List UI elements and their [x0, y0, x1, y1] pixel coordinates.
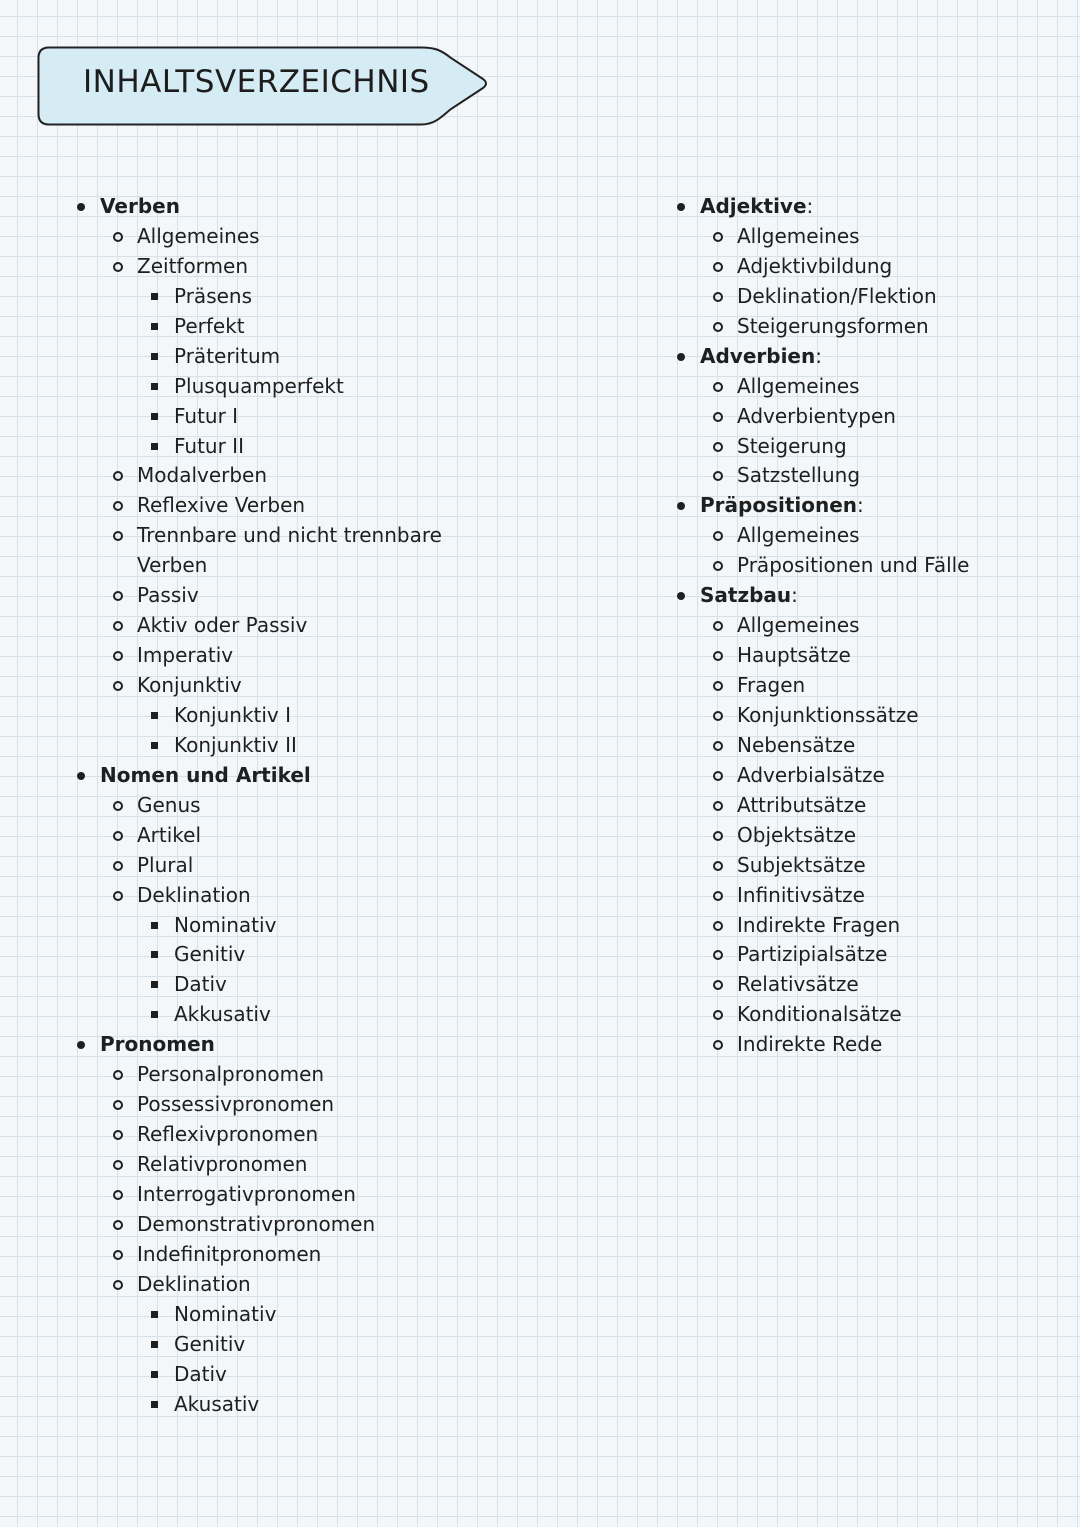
bullet-circle-icon	[713, 292, 723, 302]
toc-item	[76, 641, 516, 671]
toc-subitem	[76, 402, 516, 432]
item-label: Reflexivpronomen	[137, 1122, 319, 1147]
toc-subitem	[76, 1390, 516, 1420]
toc-item	[676, 791, 1056, 821]
section-heading: Präpositionen	[700, 493, 858, 518]
item-label: Hauptsätze	[737, 643, 851, 668]
bullet-circle-icon	[713, 561, 723, 571]
bullet-circle-icon	[713, 382, 723, 392]
toc-item	[676, 611, 1056, 641]
toc-item	[676, 282, 1056, 312]
bullet-square-icon	[151, 413, 158, 420]
toc-item	[676, 851, 1056, 881]
item-label: Allgemeines	[737, 373, 860, 398]
bullet-circle-icon	[113, 471, 123, 481]
bullet-circle-icon	[113, 891, 123, 901]
toc-item	[676, 671, 1056, 701]
item-label: Deklination	[137, 1271, 251, 1296]
toc-item	[76, 1120, 516, 1150]
bullet-circle-icon	[713, 1010, 723, 1020]
bullet-square-icon	[151, 981, 158, 988]
bullet-circle-icon	[713, 232, 723, 242]
subitem-label: Perfekt	[174, 313, 245, 338]
bullet-disc-icon	[677, 203, 685, 211]
bullet-circle-icon	[113, 1280, 123, 1290]
toc-item	[76, 581, 516, 611]
item-label: Präpositionen und Fälle	[737, 553, 970, 578]
item-label: Plural	[137, 852, 194, 877]
bullet-square-icon	[151, 293, 158, 300]
subitem-label: Präsens	[174, 283, 253, 308]
toc-item	[76, 791, 516, 821]
toc-item	[76, 671, 516, 701]
toc-item	[676, 461, 1056, 491]
bullet-circle-icon	[713, 980, 723, 990]
bullet-square-icon	[151, 1011, 158, 1018]
toc-subitem	[76, 1300, 516, 1330]
toc-item	[676, 312, 1056, 342]
toc-item	[676, 701, 1056, 731]
subitem-label: Präteritum	[174, 343, 281, 368]
item-label: Adverbientypen	[737, 403, 896, 428]
item-label: Aktiv oder Passiv	[137, 613, 308, 638]
bullet-circle-icon	[113, 501, 123, 511]
toc-subitem	[76, 731, 516, 761]
toc-item	[676, 881, 1056, 911]
bullet-disc-icon	[77, 1041, 85, 1049]
item-label: Demonstrativpronomen	[137, 1211, 376, 1236]
subitem-label: Nominativ	[174, 912, 277, 937]
heading-colon: :	[791, 583, 798, 608]
toc-subitem	[76, 1360, 516, 1390]
bullet-circle-icon	[113, 861, 123, 871]
toc-item	[676, 222, 1056, 252]
item-label: Modalverben	[137, 463, 268, 488]
toc-subitem	[76, 282, 516, 312]
toc-item	[76, 521, 516, 581]
bullet-circle-icon	[113, 1130, 123, 1140]
item-label: Konjunktionssätze	[737, 702, 919, 727]
bullet-disc-icon	[77, 772, 85, 780]
toc-item	[76, 222, 516, 252]
toc-item	[76, 1150, 516, 1180]
bullet-circle-icon	[113, 1220, 123, 1230]
bullet-circle-icon	[113, 681, 123, 691]
bullet-square-icon	[151, 1311, 158, 1318]
item-label: Reflexive Verben	[137, 493, 306, 518]
bullet-circle-icon	[113, 531, 123, 541]
toc-item	[676, 821, 1056, 851]
toc-subitem	[76, 1000, 516, 1030]
item-label: Satzstellung	[737, 463, 861, 488]
item-label: Allgemeines	[737, 523, 860, 548]
title-banner	[37, 46, 491, 126]
bullet-circle-icon	[713, 471, 723, 481]
section-heading: Pronomen	[100, 1032, 215, 1057]
toc-subitem	[76, 911, 516, 941]
toc-item	[676, 641, 1056, 671]
subitem-label: Futur II	[174, 433, 244, 458]
bullet-circle-icon	[713, 831, 723, 841]
item-label: Adjektivbildung	[737, 253, 893, 278]
subitem-label: Konjunktiv I	[174, 702, 292, 727]
toc-item	[676, 252, 1056, 282]
bullet-disc-icon	[77, 203, 85, 211]
bullet-square-icon	[151, 353, 158, 360]
subitem-label: Dativ	[174, 972, 227, 997]
item-label: Fragen	[737, 673, 806, 697]
toc-item	[676, 970, 1056, 1000]
bullet-circle-icon	[713, 741, 723, 751]
item-label: Indefinitpronomen	[137, 1241, 322, 1266]
toc-section	[76, 761, 516, 791]
section-heading: Satzbau	[700, 583, 792, 608]
toc-item	[676, 1000, 1056, 1030]
bullet-circle-icon	[713, 771, 723, 781]
item-label: Imperativ	[137, 643, 234, 668]
bullet-circle-icon	[113, 1250, 123, 1260]
bullet-square-icon	[151, 1341, 158, 1348]
bullet-circle-icon	[713, 531, 723, 541]
toc-section	[676, 342, 1056, 372]
bullet-circle-icon	[113, 232, 123, 242]
bullet-circle-icon	[713, 412, 723, 422]
bullet-circle-icon	[113, 651, 123, 661]
bullet-circle-icon	[713, 1040, 723, 1050]
item-label: Genus	[137, 792, 201, 817]
bullet-circle-icon	[713, 921, 723, 931]
item-label: Deklination/Flektion	[737, 283, 937, 308]
toc-item	[76, 1060, 516, 1090]
item-label: Allgemeines	[737, 613, 860, 638]
toc-subitem	[76, 342, 516, 372]
bullet-square-icon	[151, 1401, 158, 1408]
item-label: Personalpronomen	[137, 1062, 325, 1087]
bullet-square-icon	[151, 1371, 158, 1378]
item-label: Infinitivsätze	[737, 882, 865, 907]
page-title: INHALTSVERZEICHNIS	[83, 64, 430, 100]
bullet-square-icon	[151, 443, 158, 450]
item-label: Possessivpronomen	[137, 1092, 335, 1117]
subitem-label: Akusativ	[174, 1391, 260, 1416]
bullet-disc-icon	[677, 502, 685, 510]
item-label: Konditionalsätze	[737, 1002, 902, 1027]
item-label: Subjektsätze	[737, 852, 866, 877]
toc-item	[76, 881, 516, 911]
toc-left-column	[76, 192, 516, 1419]
bullet-circle-icon	[113, 591, 123, 601]
toc-item	[76, 821, 516, 851]
toc-item	[76, 1090, 516, 1120]
item-label: Konjunktiv	[137, 673, 242, 697]
toc-section	[676, 192, 1056, 222]
item-label: Passiv	[137, 583, 199, 608]
item-label: Allgemeines	[137, 223, 260, 248]
bullet-circle-icon	[113, 801, 123, 811]
bullet-disc-icon	[677, 592, 685, 600]
toc-item	[76, 1210, 516, 1240]
bullet-disc-icon	[677, 353, 685, 361]
toc-item	[76, 611, 516, 641]
toc-item	[76, 851, 516, 881]
subitem-label: Dativ	[174, 1361, 227, 1386]
bullet-circle-icon	[713, 681, 723, 691]
toc-right-column	[676, 192, 1056, 1060]
bullet-circle-icon	[713, 621, 723, 631]
section-heading: Adjektive	[700, 194, 807, 218]
bullet-circle-icon	[113, 621, 123, 631]
item-label: Trennbare und nicht trennbare Verben	[137, 523, 442, 578]
toc-section	[76, 192, 516, 222]
bullet-square-icon	[151, 323, 158, 330]
toc-item	[676, 911, 1056, 941]
toc-item	[76, 491, 516, 521]
toc-item	[76, 1180, 516, 1210]
bullet-circle-icon	[713, 651, 723, 661]
toc-item	[76, 1240, 516, 1270]
bullet-circle-icon	[113, 831, 123, 841]
toc-item	[676, 940, 1056, 970]
toc-item	[676, 372, 1056, 402]
item-label: Relativsätze	[737, 972, 859, 997]
item-label: Relativpronomen	[137, 1152, 308, 1176]
section-heading: Verben	[100, 194, 180, 218]
item-label: Deklination	[137, 882, 251, 907]
item-label: Indirekte Fragen	[737, 912, 901, 937]
item-label: Steigerungsformen	[737, 313, 929, 338]
bullet-circle-icon	[713, 711, 723, 721]
bullet-circle-icon	[713, 861, 723, 871]
toc-subitem	[76, 970, 516, 1000]
bullet-circle-icon	[113, 1190, 123, 1200]
bullet-circle-icon	[113, 1070, 123, 1080]
subitem-label: Genitiv	[174, 1331, 246, 1356]
toc-item	[676, 1030, 1056, 1060]
toc-list-left	[76, 192, 516, 1419]
toc-section	[676, 491, 1056, 521]
bullet-circle-icon	[713, 801, 723, 811]
bullet-circle-icon	[713, 322, 723, 332]
toc-item	[676, 432, 1056, 462]
item-label: Indirekte Rede	[737, 1032, 883, 1057]
bullet-circle-icon	[713, 262, 723, 272]
toc-subitem	[76, 312, 516, 342]
toc-item	[676, 731, 1056, 761]
item-label: Partizipialsätze	[737, 942, 888, 967]
heading-colon: :	[806, 194, 814, 218]
item-label: Steigerung	[737, 433, 847, 458]
subitem-label: Genitiv	[174, 942, 246, 967]
heading-colon: :	[857, 493, 864, 518]
toc-subitem	[76, 432, 516, 462]
toc-subitem	[76, 1330, 516, 1360]
toc-subitem	[76, 372, 516, 402]
toc-item	[676, 551, 1056, 581]
toc-item	[676, 521, 1056, 551]
bullet-circle-icon	[113, 1160, 123, 1170]
item-label: Attributsätze	[737, 792, 867, 817]
toc-item	[676, 402, 1056, 432]
bullet-square-icon	[151, 712, 158, 719]
bullet-circle-icon	[713, 891, 723, 901]
toc-item	[676, 761, 1056, 791]
subitem-label: Plusquamperfekt	[174, 373, 344, 398]
bullet-square-icon	[151, 951, 158, 958]
subitem-label: Konjunktiv II	[174, 732, 297, 757]
item-label: Zeitformen	[137, 253, 249, 278]
toc-section	[76, 1030, 516, 1060]
subitem-label: Futur I	[174, 403, 239, 428]
item-label: Objektsätze	[737, 822, 857, 847]
toc-list-right	[676, 192, 1056, 1060]
toc-subitem	[76, 940, 516, 970]
heading-colon: :	[815, 343, 822, 368]
subitem-label: Akkusativ	[174, 1002, 271, 1027]
bullet-square-icon	[151, 742, 158, 749]
toc-item	[76, 1270, 516, 1300]
item-label: Nebensätze	[737, 732, 856, 757]
bullet-square-icon	[151, 383, 158, 390]
toc-item	[76, 461, 516, 491]
subitem-label: Nominativ	[174, 1301, 277, 1326]
section-heading: Adverbien	[700, 343, 816, 368]
toc-subitem	[76, 701, 516, 731]
bullet-circle-icon	[713, 442, 723, 452]
toc-item	[76, 252, 516, 282]
item-label: Interrogativpronomen	[137, 1181, 356, 1206]
item-label: Adverbialsätze	[737, 762, 885, 787]
item-label: Artikel	[137, 822, 202, 847]
bullet-circle-icon	[113, 1100, 123, 1110]
toc-section	[676, 581, 1056, 611]
section-heading: Nomen und Artikel	[100, 762, 311, 787]
bullet-square-icon	[151, 922, 158, 929]
item-label: Allgemeines	[737, 223, 860, 248]
bullet-circle-icon	[113, 262, 123, 272]
bullet-circle-icon	[713, 950, 723, 960]
